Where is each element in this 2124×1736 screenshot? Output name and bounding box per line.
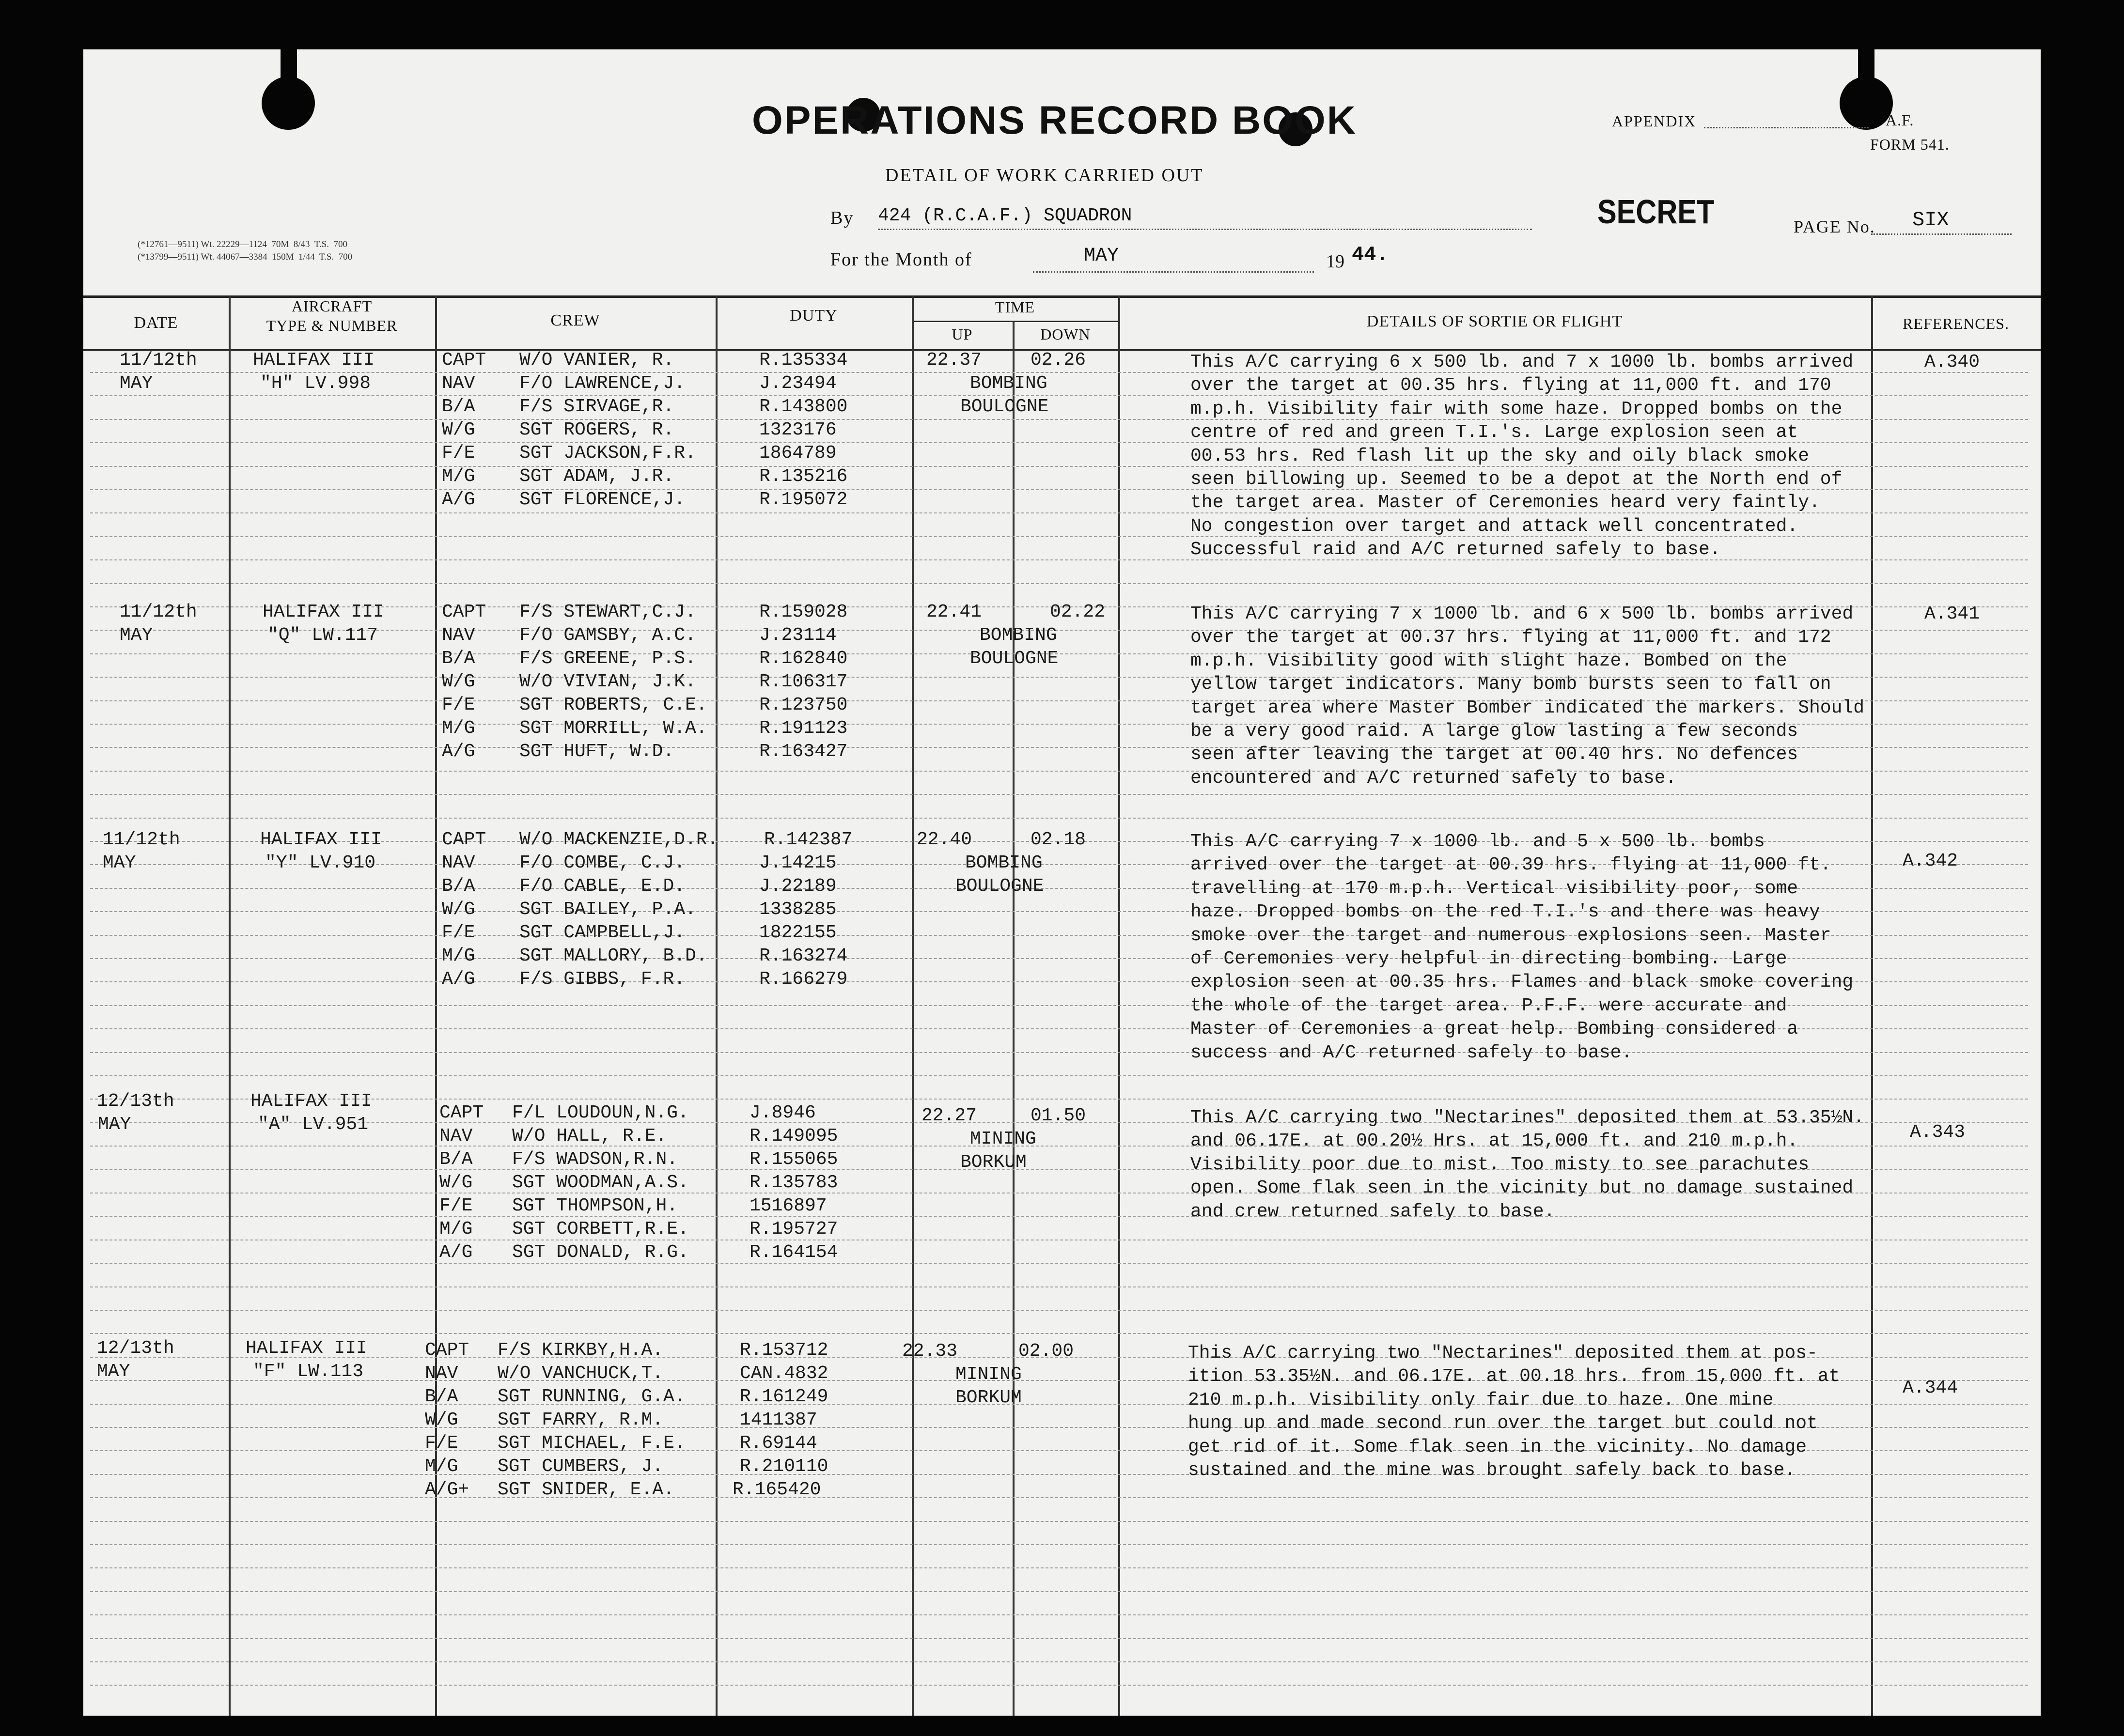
crew-name: SGT HUFT, W.D. (519, 741, 674, 762)
crew-name: SGT WOODMAN,A.S. (512, 1172, 689, 1193)
page-dotted-line (1871, 233, 2012, 235)
crew-name: SGT THOMPSON,H. (512, 1195, 678, 1216)
crew-role: W/G (442, 899, 475, 920)
form-number: FORM 541. (1870, 136, 1950, 153)
crew-number: R.195072 (759, 489, 848, 510)
time-sub-rule (912, 321, 1118, 322)
entry-month: MAY (120, 373, 153, 394)
header-time: TIME (995, 298, 1035, 316)
duty-type: BOMBING (980, 625, 1057, 646)
crew-role: W/G (442, 419, 475, 440)
crew-name: F/O CABLE, E.D. (519, 876, 686, 897)
crew-number: J.14215 (759, 852, 837, 873)
crew-number: R.210110 (740, 1456, 828, 1477)
crew-role: NAV (442, 852, 475, 873)
page-label: PAGE No. (1794, 217, 1875, 236)
crew-role: F/E (442, 695, 475, 715)
appendix-dotted-line (1704, 127, 1869, 128)
crew-role: A/G (442, 741, 475, 762)
record-sheet (83, 49, 2041, 1716)
entry-date: 12/13th (97, 1091, 174, 1112)
entry-month: MAY (103, 852, 136, 873)
header-date: DATE (134, 314, 178, 332)
crew-role: M/G (442, 466, 475, 487)
crew-name: W/O VIVIAN, J.K. (519, 671, 696, 692)
header-up: UP (952, 326, 973, 343)
crew-name: SGT ROBERTS, C.E. (519, 695, 707, 715)
crew-number: J.8946 (750, 1102, 816, 1123)
crew-number: R.135216 (759, 466, 848, 487)
duty-type: MINING (955, 1364, 1022, 1385)
duty-target: BORKUM (955, 1387, 1022, 1408)
duty-target: BOULOGNE (970, 648, 1059, 669)
ruling-line (90, 1638, 2028, 1639)
aircraft-type: HALIFAX III (263, 602, 384, 622)
crew-role: CAPT (442, 350, 486, 371)
header-references: REFERENCES. (1903, 315, 2009, 332)
crew-role: CAPT (442, 602, 486, 622)
crew-role: B/A (425, 1386, 458, 1407)
col-divider (1871, 296, 1873, 1716)
col-divider (1013, 322, 1015, 1716)
crew-role: W/G (439, 1172, 473, 1193)
crew-name: F/O GAMSBY, A.C. (519, 625, 696, 646)
sortie-details: This A/C carrying 7 x 1000 lb. and 5 x 500 lb. bombs arrived over the target at 00.39 hrs. flying at 11,000 ft. travelling at 170 m.p.h. Vertical visibility poor, some haze. Dropped bombs on the red T.I.'s and there was heavy smoke over the target and numerous explosions seen. Master of Ceremonies very helpful in directing bombing. Large explosion seen at 00.35 hrs. Flames and black smoke covering the whole of the target area. P.F.F. were accurate and Master of Ceremonies a great help. Bombing considered a success and A/C returned safely to base. (1190, 831, 1854, 1063)
crew-number: R.162840 (759, 648, 848, 669)
time-up: 22.37 (926, 350, 982, 371)
crew-number: R.161249 (740, 1386, 828, 1407)
crew-role: CAPT (439, 1102, 484, 1123)
crew-number: J.23494 (759, 373, 837, 394)
time-down: 02.00 (1018, 1341, 1074, 1362)
sortie-details: This A/C carrying 6 x 500 lb. and 7 x 1000 lb. bombs arrived over the target at 00.35 hrs. flying at 11,000 ft. and 170 m.p.h. Visibility fair with some haze. Dropped bombs on the centre of red and green T.I.'s. Large explosion seen at 00.53 hrs. Red flash lit up the sky and oily black smoke seen billowing up. Seemed to be a depot at the North end of the target area. Master of Ceremonies heard very faintly. No congestion over target and attack well concentrated. Successful raid and A/C returned safely to base. (1190, 352, 1854, 560)
crew-number: R.163274 (759, 946, 848, 966)
entry-date: 11/12th (120, 350, 197, 371)
year-prefix: 19 (1326, 251, 1344, 272)
aircraft-number: "Y" LV.910 (265, 852, 376, 873)
crew-number: R.155065 (750, 1149, 838, 1170)
crew-role: F/E (425, 1433, 458, 1454)
crew-role: B/A (442, 648, 475, 669)
crew-role: M/G (442, 946, 475, 966)
crew-number: 1411387 (740, 1410, 817, 1430)
year-suffix: 44. (1352, 243, 1389, 266)
crew-role: NAV (439, 1126, 473, 1147)
time-up: 22.41 (926, 602, 982, 622)
ruling-line (90, 1544, 2028, 1545)
month-value: MAY (1084, 245, 1119, 267)
crew-role: B/A (439, 1149, 473, 1170)
ruling-line (90, 1521, 2028, 1522)
crew-role: A/G (439, 1242, 473, 1263)
binder-hole-left (262, 77, 315, 130)
printer-codes: (*12761—9511) Wt. 22229—1124 70M 8/43 T.S. 700 (*13799—9511) Wt. 44067—3384 150M 1/44 T.S. 700 (138, 239, 353, 262)
form-title: OPERATIONS RECORD BOOK (752, 98, 1357, 142)
crew-number: R.166279 (759, 969, 848, 990)
crew-number: R.163427 (759, 741, 848, 762)
crew-role: CAPT (442, 829, 486, 850)
crew-name: F/S GREENE, P.S. (519, 648, 696, 669)
crew-name: SGT DONALD, R.G. (512, 1242, 689, 1263)
crew-name: W/O MACKENZIE,D.R. (519, 829, 718, 850)
crew-number: R.143800 (759, 396, 848, 417)
reference-code: A.340 (1924, 352, 1980, 372)
header-details: DETAILS OF SORTIE OR FLIGHT (1366, 312, 1623, 330)
crew-name: F/S STEWART,C.J. (519, 602, 696, 622)
crew-role: F/E (442, 443, 475, 464)
crew-name: SGT SNIDER, E.A. (498, 1479, 674, 1500)
ruling-line (90, 1333, 2028, 1334)
crew-number: R.142387 (764, 829, 853, 850)
ruling-line (90, 1286, 2028, 1287)
by-dotted-line (878, 229, 1532, 230)
ruling-line (90, 1497, 2028, 1498)
ruling-line (90, 1614, 2028, 1615)
entry-date: 12/13th (97, 1338, 174, 1359)
crew-number: 1338285 (759, 899, 837, 920)
crew-name: W/O VANIER, R. (519, 350, 674, 371)
squadron-name: 424 (R.C.A.F.) SQUADRON (878, 205, 1132, 226)
crew-name: SGT ROGERS, R. (519, 419, 674, 440)
crew-number: 1864789 (759, 443, 837, 464)
duty-type: BOMBING (965, 852, 1043, 873)
header-duty: DUTY (790, 307, 838, 325)
crew-role: CAPT (425, 1340, 469, 1361)
aircraft-type: HALIFAX III (246, 1338, 367, 1359)
crew-role: F/E (439, 1195, 473, 1216)
crew-name: SGT ADAM, J.R. (519, 466, 674, 487)
crew-name: SGT CORBETT,R.E. (512, 1219, 689, 1240)
time-down: 02.22 (1050, 602, 1106, 622)
entry-month: MAY (97, 1361, 130, 1382)
crew-number: R.159028 (759, 602, 848, 622)
form-subtitle: DETAIL OF WORK CARRIED OUT (885, 165, 1204, 186)
duty-target: BORKUM (960, 1152, 1027, 1173)
crew-role: M/G (425, 1456, 458, 1477)
crew-name: SGT RUNNING, G.A. (498, 1386, 686, 1407)
crew-number: R.69144 (740, 1433, 817, 1454)
header-aircraft: AIRCRAFT (291, 297, 373, 315)
duty-type: BOMBING (970, 373, 1047, 394)
time-up: 22.40 (917, 829, 972, 850)
crew-name: F/O LAWRENCE,J. (519, 373, 686, 394)
ruling-line (90, 1075, 2028, 1076)
crew-role: NAV (442, 373, 475, 394)
month-dotted-line (1033, 271, 1314, 273)
crew-name: F/O COMBE, C.J. (519, 852, 686, 873)
time-up: 22.33 (902, 1341, 958, 1362)
secret-stamp: SECRET (1597, 193, 1715, 231)
ruling-line (90, 1567, 2028, 1568)
binder-hole-right (1840, 77, 1893, 130)
header-crew: CREW (550, 311, 600, 329)
crew-number: R.195727 (750, 1219, 838, 1240)
col-divider (912, 296, 914, 1716)
crew-number: 1516897 (750, 1195, 827, 1216)
crew-role: B/A (442, 876, 475, 897)
sortie-details: This A/C carrying two "Nectarines" deposited them at pos- ition 53.35½N. and 06.17E. at 00.18 hrs. from 15,000 ft. at 210 m.p.h. Visibility only fair due to haze. One mine hung up and made second run over the target but could not get rid of it. Some flak seen in the vicinity. No damage sustained and the mine was brought safely back to base. (1188, 1343, 1840, 1481)
crew-name: SGT JACKSON,F.R. (519, 443, 696, 464)
form-af-label: A.F. (1886, 111, 1914, 129)
reference-code: A.344 (1903, 1378, 1958, 1398)
reference-code: A.341 (1924, 604, 1980, 624)
ruling-line (90, 818, 2028, 819)
page-number: SIX (1912, 208, 1949, 232)
crew-name: F/S SIRVAGE,R. (519, 396, 674, 417)
crew-number: R.149095 (750, 1126, 838, 1147)
ruling-line (90, 1263, 2028, 1264)
crew-name: SGT MALLORY, B.D. (519, 946, 707, 966)
crew-role: A/G (442, 489, 475, 510)
aircraft-number: "H" LV.998 (260, 373, 371, 394)
crew-number: J.23114 (759, 625, 837, 646)
ruling-line (90, 583, 2028, 584)
ruling-line (90, 1685, 2028, 1686)
entry-date: 11/12th (103, 829, 180, 850)
appendix-label: APPENDIX (1612, 112, 1697, 130)
crew-name: SGT MICHAEL, F.E. (498, 1433, 686, 1454)
aircraft-number: "Q" LW.117 (267, 625, 378, 646)
col-divider (1118, 296, 1120, 1716)
crew-name: F/S WADSON,R.N. (512, 1149, 678, 1170)
month-label: For the Month of (830, 249, 972, 270)
time-up: 22.27 (921, 1105, 977, 1126)
col-divider (229, 296, 231, 1716)
time-down: 02.26 (1031, 350, 1086, 371)
crew-role: M/G (439, 1219, 473, 1240)
crew-number: 1323176 (759, 419, 837, 440)
crew-name: SGT BAILEY, P.A. (519, 899, 696, 920)
crew-role: A/G (442, 969, 475, 990)
header-aircraft-sub: TYPE & NUMBER (266, 317, 398, 334)
crew-role: NAV (425, 1363, 458, 1384)
reference-code: A.342 (1903, 851, 1958, 871)
ruling-line (90, 1591, 2028, 1592)
reference-code: A.343 (1910, 1122, 1966, 1143)
aircraft-type: HALIFAX III (260, 829, 382, 850)
crew-name: SGT CUMBERS, J. (498, 1456, 664, 1477)
crew-role: F/E (442, 922, 475, 943)
entry-month: MAY (120, 625, 153, 646)
crew-number: R.135334 (759, 350, 848, 371)
crew-role: A/G+ (425, 1479, 469, 1500)
crew-name: F/S GIBBS, F.R. (519, 969, 686, 990)
crew-name: SGT MORRILL, W.A. (519, 718, 707, 739)
crew-name: W/O HALL, R.E. (512, 1126, 667, 1147)
by-label: By (830, 208, 854, 228)
ruling-line (90, 1099, 2028, 1100)
sortie-details: This A/C carrying two "Nectarines" deposited them at 53.35½N. and 06.17E. at 00.20½ Hrs. at 15,000 ft. and 210 m.p.h. Visibility poor due to mist. Too misty to see parachutes open. Some flak seen in the vicinity but no damage sustained and crew returned safely to base. (1190, 1107, 1865, 1222)
sortie-details: This A/C carrying 7 x 1000 lb. and 6 x 500 lb. bombs arrived over the target at 00.37 hrs. flying at 11,000 ft. and 172 m.p.h. Visibility good with slight haze. Bombed on the yellow target indicators. Many bomb bursts seen to fall on target area where Master Bomber indicated the markers. Should be a very good raid. A large glow lasting a few seconds seen after leaving the target at 00.40 hrs. No defences encountered and A/C returned safely to base. (1190, 604, 1865, 789)
crew-number: R.165420 (733, 1479, 821, 1500)
col-divider (435, 296, 437, 1716)
time-down: 02.18 (1031, 829, 1086, 850)
crew-role: B/A (442, 396, 475, 417)
crew-name: F/L LOUDOUN,N.G. (512, 1102, 689, 1123)
crew-name: W/O VANCHUCK,T. (498, 1363, 664, 1384)
crew-number: R.191123 (759, 718, 848, 739)
entry-date: 11/12th (120, 602, 197, 622)
ruling-line (90, 1310, 2028, 1311)
duty-target: BOULOGNE (960, 396, 1049, 417)
aircraft-type: HALIFAX III (250, 1091, 372, 1112)
aircraft-type: HALIFAX III (253, 350, 375, 371)
crew-number: CAN.4832 (740, 1363, 828, 1384)
crew-name: SGT FARRY, R.M. (498, 1410, 664, 1430)
crew-role: M/G (442, 718, 475, 739)
crew-number: R.153712 (740, 1340, 828, 1361)
duty-type: MINING (970, 1129, 1036, 1149)
crew-number: R.123750 (759, 695, 848, 715)
duty-target: BOULOGNE (955, 876, 1044, 897)
crew-number: R.135783 (750, 1172, 838, 1193)
crew-number: J.22189 (759, 876, 837, 897)
crew-number: R.164154 (750, 1242, 838, 1263)
header-down: DOWN (1040, 326, 1091, 343)
crew-name: SGT FLORENCE,J. (519, 489, 686, 510)
crew-name: SGT CAMPBELL,J. (519, 922, 686, 943)
crew-number: 1822155 (759, 922, 837, 943)
time-down: 01.50 (1031, 1105, 1086, 1126)
crew-name: F/S KIRKBY,H.A. (498, 1340, 664, 1361)
crew-role: NAV (442, 625, 475, 646)
aircraft-number: "F" LW.113 (253, 1361, 364, 1382)
crew-role: W/G (442, 671, 475, 692)
ruling-line (90, 794, 2028, 795)
aircraft-number: "A" LV.951 (258, 1114, 369, 1135)
crew-role: W/G (425, 1410, 458, 1430)
entry-month: MAY (98, 1114, 131, 1135)
crew-number: R.106317 (759, 671, 848, 692)
col-divider (716, 296, 718, 1716)
ruling-line (90, 1661, 2028, 1662)
